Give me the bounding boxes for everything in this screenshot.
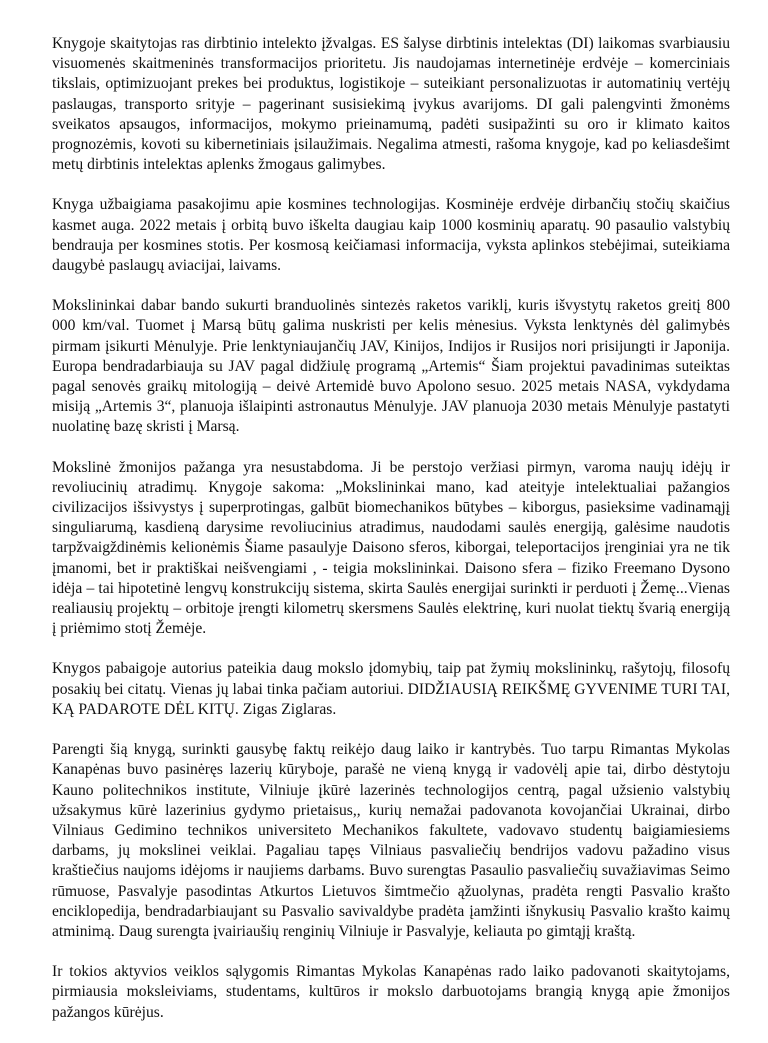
paragraph-conclusion: Ir tokios aktyvios veiklos sąlygomis Rimantas Mykolas Kanapėnas rado laiko padovanoti skaitytojams, pirmiausia moksleiviams, studentams, kultūros ir mokslo darbuotojams brangią knygą apie žmonijos pažangos kūrėjus. [52, 963, 730, 1021]
paragraph-scientific-progress: Mokslinė žmonijos pažanga yra nesustabdoma. Ji be perstojo veržiasi pirmyn, varoma naujų idėjų ir revoliucinių atradimų. Knygoje sakoma: „Mokslininkai mano, kad ateityje intelektualiai pažangios civilizacijos išsivystys į superprotingas, galbūt biomechanikos būtybes – kiborgus, pasieksime vadinamąjį singuliarumą, kasdieną darysime revoliucinius atradimus, naudodami saulės energiją, galėsime naudotis tarpžvaigždinėmis kelionėmis Šiame pasaulyje Daisono sferos, kiborgai, teleportacijos įrenginiai yra ne tik įmanomi, bet ir praktiškai neišvengiami , - teigia mokslininkai. Daisono sfera – fiziko Freemano Dysono idėja – tai hipotetinė lengvų konstrukcijų sistema, skirta Saulės energijai surinkti ir perduoti į Žemę...Vienas realiausių projektų – orbitoje įrengti kilometrų skersmens Saulės elektrinę, kuri nuolat tiektų švarią energiją į priėmimo stotį Žemėje. [52, 458, 730, 638]
paragraph-quotes: Knygos pabaigoje autorius pateikia daug mokslo įdomybių, taip pat žymių mokslininkų, rašytojų, filosofų posakių bei citatų. Vienas jų labai tinka pačiam autoriui. DIDŽIAUSIĄ REIKŠMĘ GYVENIME TURI TAI, KĄ PADAROTE DĖL KITŲ. Zigas Ziglaras. [52, 660, 730, 718]
document-page [52, 34, 730, 1043]
paragraph-space-technologies: Knyga užbaigiama pasakojimu apie kosmines technologijas. Kosminėje erdvėje dirbančių stočių skaičius kasmet auga. 2022 metais į orbitą buvo iškelta daugiau kaip 1000 kosminių aparatų. 90 pasaulio valstybių bendrauja per kosmines stotis. Per kosmosą keičiamasi informacija, vyksta aplinkos stebėjimai, suteikiama daugybė paslaugų aviacijai, laivams. [52, 196, 730, 275]
paragraph-artificial-intelligence: Knygoje skaitytojas ras dirbtinio intelekto įžvalgas. ES šalyse dirbtinis intelektas (DI) laikomas svarbiausiu visuomenės skaitmeninės transformacijos prioritetu. Jis naudojamas internetinėje erdvėje – komerciniais tikslais, optimizuojant prekes bei produktus, logistikoje – suteikiant personalizuotas ir automatinių vertėjų paslaugas, transporto srityje – pagerinant susisiekimą įvykus avarijoms. DI gali palengvinti žmonėms sveikatos apsaugos, informacijos, mokymo prieinamumą, padėti susipažinti su oro ir klimato kaitos prognozėmis, kovoti su kibernetiniais įsilaužimais. Negalima atmesti, rašoma knygoje, kad po keliasdešimt metų dirbtinis intelektas aplenks žmogaus galimybes. [52, 35, 730, 174]
paragraph-author-activities: Parengti šią knygą, surinkti gausybę faktų reikėjo daug laiko ir kantrybės. Tuo tarpu Rimantas Mykolas Kanapėnas buvo pasinėręs lazerių kūryboje, parašė ne vieną knygą ir vadovėlį apie tai, dirbo dėstytoju Kauno politechnikos institute, Vilniuje įkūrė lazerinės technologijos centrą, pagal užsienio valstybių užsakymus kūrė lazerinius gydymo prietaisus,, kurių nemažai padovanota kovojančiai Ukrainai, dirbo Vilniaus Gedimino technikos universiteto Mechanikos fakultete, vadovavo studentų baigiamiesiems darbams, jų mokslinei veiklai. Pagaliau tapęs Vilniaus pasvaliečių bendrijos vadovu pažadino visus kraštiečius naujoms idėjoms ir naujiems darbams. Buvo surengtas Pasaulio pasvaliečių suvažiavimas Seimo rūmuose, Pasvalyje pasodintas Atkurtos Lietuvos šimtmečio ąžuolynas, pradėta rengti Pasvalio krašto enciklopedija, bendradarbiaujant su Pasvalio savivaldybe pradėta įamžinti išnykusių Pasvalio krašto kaimų atminimą. Daug surengta įvairiaušių renginių Vilniuje ir Pasvalyje, keliauta po gimtąjį kraštą. [52, 741, 730, 940]
paragraph-mars-moon-race: Mokslininkai dabar bando sukurti branduolinės sintezės raketos variklį, kuris išvystytų raketos greitį 800 000 km/val. Tuomet į Marsą būtų galima nuskristi per kelis mėnesius. Vyksta lenktynės dėl galimybės pirmam įsikurti Mėnulyje. Prie lenktyniaujančių JAV, Kinijos, Indijos ir Rusijos nori prisijungti ir Japonija. Europa bendradarbiauja su JAV pagal didžiulę programą „Artemis“ Šiam projektui pavadinimas suteiktas pagal senovės graikų mitologiją – deivė Artemidė buvo Apolono sesuo. 2025 metais NASA, vykdydama misiją „Artemis 3“, planuoja išlaipinti astronautus Mėnulyje. JAV planuoja 2030 metais Mėnulyje pastatyti nuolatinę bazę skristi į Marsą. [52, 297, 730, 436]
